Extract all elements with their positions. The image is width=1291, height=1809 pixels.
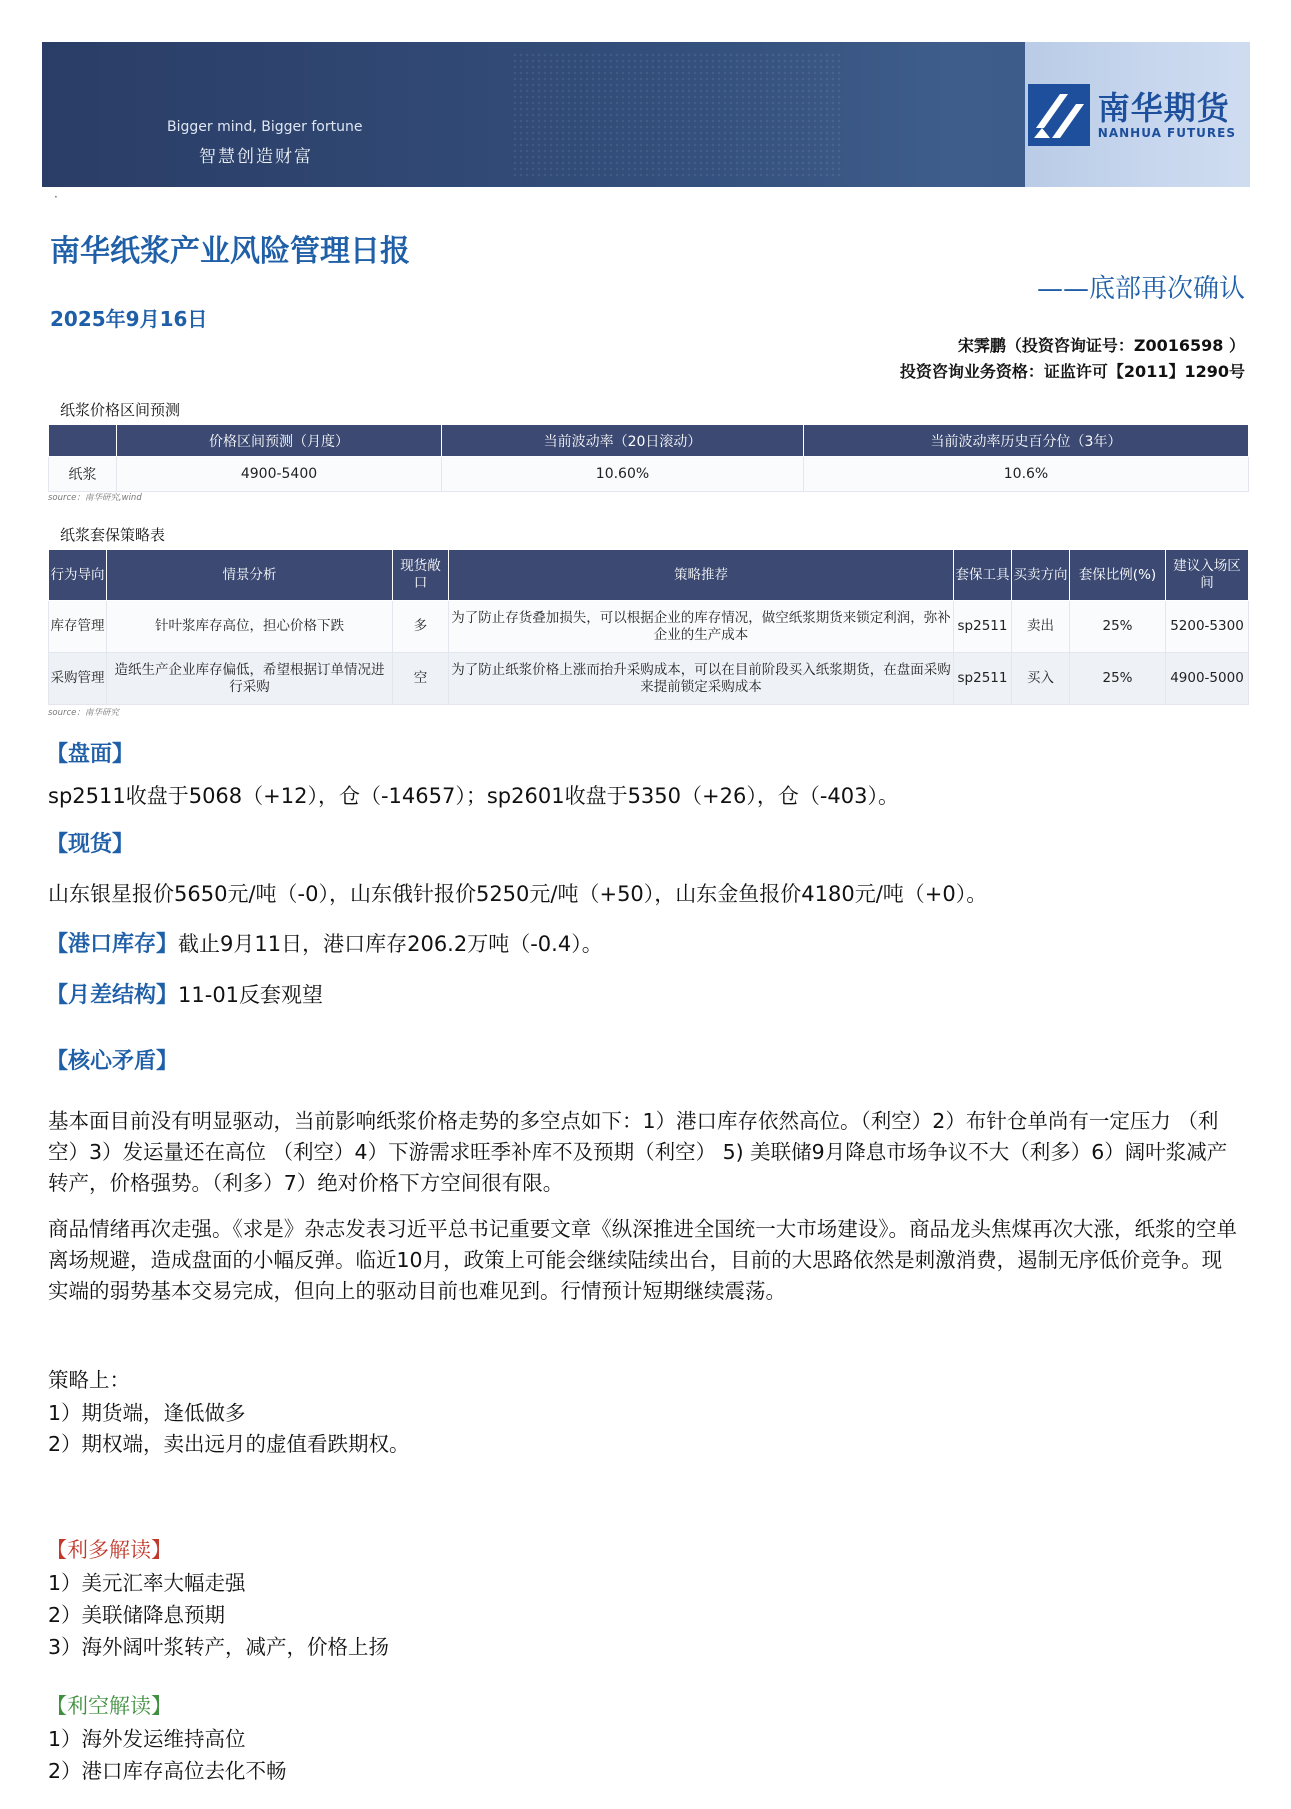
table-cell: 25% xyxy=(1070,653,1166,705)
table-cell: 针叶浆库存高位，担心价格下跌 xyxy=(107,601,393,653)
bullish-item: 2）美联储降息预期 xyxy=(48,1603,226,1627)
bearish-item: 2）港口库存高位去化不畅 xyxy=(48,1759,287,1783)
core-conflict-paragraph-2: 商品情绪再次走强。《求是》杂志发表习近平总书记重要文章《纵深推进全国统一大市场建设》。商品龙头焦煤再次大涨，纸浆的空单离场规避，造成盘面的小幅反弹。临近10月，政策上可能会继续陆续出台，目前的大思路依然是刺激消费，遏制无序低价竞争。现实端的弱势基本交易完成，但向上的驱动目前也难见到。行情预计短期继续震荡。 xyxy=(48,1217,1237,1303)
author-block xyxy=(900,333,1245,385)
table-cell: 库存管理 xyxy=(49,601,107,653)
table-header: 套保工具 xyxy=(954,550,1012,601)
table-cell: sp2511 xyxy=(954,601,1012,653)
table-cell: 10.6% xyxy=(804,457,1249,492)
section-heading-yuecha: 【月差结构】 xyxy=(46,983,179,1008)
table-header: 当前波动率（20日滚动） xyxy=(442,425,804,457)
author-name-line: 宋霁鹏（投资咨询证号：Z0016598 ） xyxy=(957,336,1245,355)
table-cell: 为了防止纸浆价格上涨而抬升采购成本，可以在目前阶段买入纸浆期货，在盘面采购来提前锁定采购成本 xyxy=(449,653,954,705)
banner-pattern xyxy=(512,52,842,177)
core-conflict-paragraph-1: 基本面目前没有明显驱动，当前影响纸浆价格走势的多空点如下：1）港口库存依然高位。（利空）2）布针仓单尚有一定压力 （利空）3）发运量还在高位 （利空）4）下游需求旺季补库不及预期（利空） 5) 美联储9月降息市场争议不大（利多）6）阔叶浆减产转产，价格强势。（利多）7）绝对价格下方空间很有限。 xyxy=(48,1109,1228,1195)
section-heading-hexin: 【核心矛盾】 xyxy=(46,1049,179,1074)
company-logo xyxy=(1028,84,1236,146)
price-table-label: 纸浆价格区间预测 xyxy=(60,401,181,419)
report-title: 南华纸浆产业风险管理日报 xyxy=(50,234,410,269)
hedge-strategy-table xyxy=(48,549,1249,705)
table-header: 价格区间预测（月度） xyxy=(117,425,442,457)
table-header: 行为导向 xyxy=(49,550,107,601)
hedge-table-source: source：南华研究 xyxy=(48,708,119,718)
table-row xyxy=(49,457,1249,492)
gangkou-line xyxy=(46,927,603,958)
section-heading-panmian: 【盘面】 xyxy=(46,742,135,767)
xianhuo-text: 山东银星报价5650元/吨（-0），山东俄针报价5250元/吨（+50），山东金鱼报价4180元/吨（+0）。 xyxy=(48,882,988,906)
yuecha-line xyxy=(46,978,323,1009)
hedge-table-label: 纸浆套保策略表 xyxy=(60,526,166,544)
bullish-heading: 【利多解读】 xyxy=(46,1538,172,1562)
gangkou-text: 截止9月11日，港口库存206.2万吨（-0.4）。 xyxy=(178,932,603,956)
table-cell: 4900-5000 xyxy=(1166,653,1249,705)
table-header: 情景分析 xyxy=(107,550,393,601)
yuecha-text: 11-01反套观望 xyxy=(178,983,324,1007)
price-forecast-table xyxy=(48,424,1249,492)
table-header: 现货敞口 xyxy=(393,550,449,601)
table-row xyxy=(49,601,1249,653)
table-header xyxy=(49,425,117,457)
table-cell: 卖出 xyxy=(1012,601,1070,653)
table-header: 买卖方向 xyxy=(1012,550,1070,601)
panmian-text: sp2511收盘于5068（+12），仓（-14657）；sp2601收盘于5350（+26），仓（-403）。 xyxy=(48,784,899,808)
table-header: 套保比例(%) xyxy=(1070,550,1166,601)
table-cell: 造纸生产企业库存偏低，希望根据订单情况进行采购 xyxy=(107,653,393,705)
report-subtitle: ——底部再次确认 xyxy=(1036,274,1245,304)
table-header: 当前波动率历史百分位（3年） xyxy=(804,425,1249,457)
strategy-heading: 策略上： xyxy=(48,1368,130,1392)
slogan-english: Bigger mind, Bigger fortune xyxy=(167,119,363,135)
author-license-line: 投资咨询业务资格：证监许可【2011】1290号 xyxy=(899,362,1245,381)
slogan-chinese: 智慧创造财富 xyxy=(199,147,313,167)
table-cell: 采购管理 xyxy=(49,653,107,705)
logo-english-name: NANHUA FUTURES xyxy=(1097,126,1236,140)
table-row xyxy=(49,653,1249,705)
table-cell: 10.60% xyxy=(442,457,804,492)
table-header: 策略推荐 xyxy=(449,550,954,601)
bullish-item: 3）海外阔叶浆转产，减产，价格上扬 xyxy=(48,1635,390,1659)
report-date: 2025年9月16日 xyxy=(50,307,208,331)
table-cell: 纸浆 xyxy=(49,457,117,492)
price-table-source: source：南华研究,wind xyxy=(48,493,142,503)
table-cell: sp2511 xyxy=(954,653,1012,705)
section-heading-gangkou: 【港口库存】 xyxy=(46,932,179,957)
table-header: 建议入场区间 xyxy=(1166,550,1249,601)
header-banner xyxy=(42,42,1250,187)
bullish-item: 1）美元汇率大幅走强 xyxy=(48,1571,246,1595)
bearish-item: 1）海外发运维持高位 xyxy=(48,1727,246,1751)
strategy-item: 1）期货端，逢低做多 xyxy=(48,1401,246,1425)
bearish-heading: 【利空解读】 xyxy=(46,1694,172,1718)
table-cell: 为了防止存货叠加损失，可以根据企业的库存情况，做空纸浆期货来锁定利润，弥补企业的生产成本 xyxy=(449,601,954,653)
table-cell: 5200-5300 xyxy=(1166,601,1249,653)
logo-chinese-name: 南华期货 xyxy=(1097,89,1230,127)
table-cell: 25% xyxy=(1070,601,1166,653)
table-cell: 多 xyxy=(393,601,449,653)
table-cell: 买入 xyxy=(1012,653,1070,705)
section-heading-xianhuo: 【现货】 xyxy=(46,832,135,857)
nanhua-logo-icon xyxy=(1028,84,1090,146)
marker-dot: · xyxy=(54,190,58,204)
table-cell: 4900-5400 xyxy=(117,457,442,492)
strategy-item: 2）期权端，卖出远月的虚值看跌期权。 xyxy=(48,1432,410,1456)
table-cell: 空 xyxy=(393,653,449,705)
